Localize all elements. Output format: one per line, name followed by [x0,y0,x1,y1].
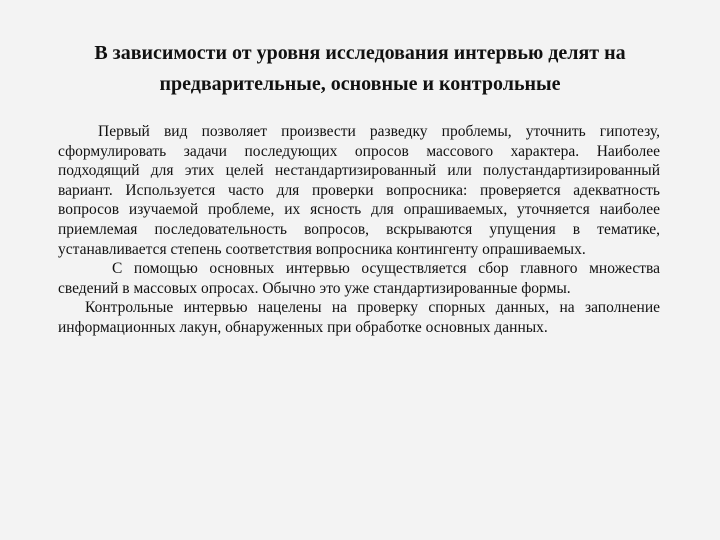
slide-title: В зависимости от уровня исследования интервью делят на предварительные, основные и контрольные [94,42,626,95]
slide-body [58,122,660,338]
paragraph-main-interview: С помощью основных интервью осуществляется сбор главного множества сведений в массовых опросах. Обычно это уже стандартизированные формы. [58,260,660,297]
paragraph-preliminary-interview: Первый вид позволяет произвести разведку проблемы, уточнить гипотезу, сформулировать задачи последующих опросов массового характера. Наиболее подходящий для этих целей нестандартизированный или полустандартизированный вариант. Используется часто для проверки вопросника: проверяется адекватность вопросов изучаемой проблеме, их ясность для опрашиваемых, уточняется наиболее приемлемая последовательность вопросов, вскрываются упущения в тематике, устанавливается степень соответствия вопросника контингенту опрашиваемых. [58,123,660,258]
paragraph-control-interview: Контрольные интервью нацелены на проверку спорных данных, на заполнение информационных лакун, обнаруженных при обработке основных данных. [58,299,660,336]
